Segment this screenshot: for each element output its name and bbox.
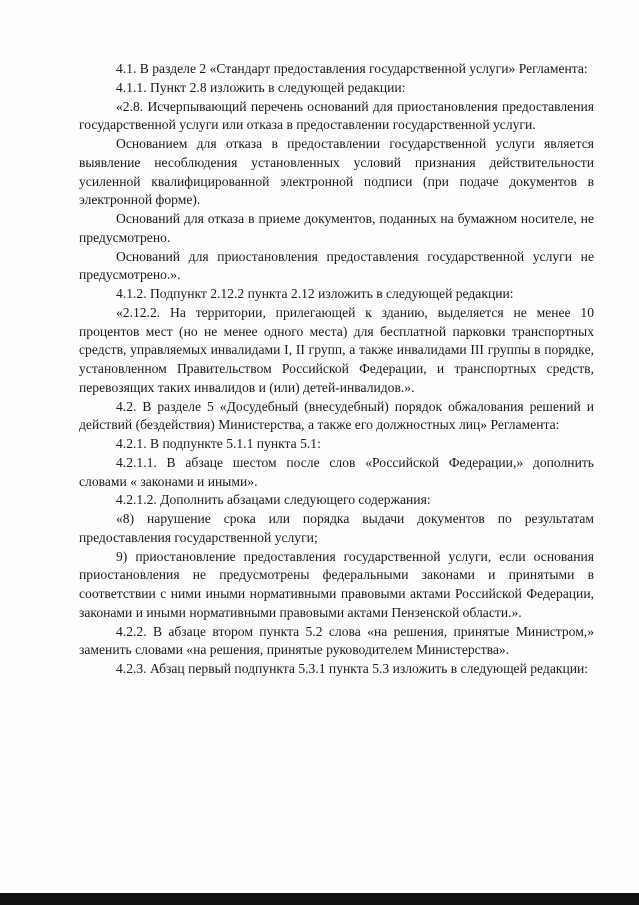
paragraph-suspension: Оснований для приостановления предоставления государственной услуги не предусмотрено.». [79,248,594,283]
paragraph-2-12-2: «2.12.2. На территории, прилегающей к зданию, выделяется не менее 10 процентов мест (но не менее одного места) для бесплатной парковки транспортных средств, управляемых инвалидами I, II групп, а также инвалидами III группы в порядке, установленном Правительством Российской Федерации, и транспортных средств, перевозящих таких инвалидов и (или) детей-инвалидов.». [79,304,594,395]
paragraph-4-1: 4.1. В разделе 2 «Стандарт предоставления государственной услуги» Регламента: [116,61,588,76]
paragraph-4-1-1: 4.1.1. Пункт 2.8 изложить в следующей редакции: [116,79,406,95]
paragraph-4-2-3: 4.2.3. Абзац первый подпункта 5.3.1 пункта 5.3 изложить в следующей редакции: [116,661,589,676]
paragraph-refusal-grounds: Основанием для отказа в предоставлении государственной услуги является выявление несоблюдения установленных условий признания действительности усиленной квалифицированной электронной подписи (при подаче документов в электронной форме). [79,136,594,208]
document-body [79,60,594,679]
paragraph-item-8: «8) нарушение срока или порядка выдачи документов по результатам предоставления государственной услуги; [79,511,594,545]
paragraph-4-2-1-2: 4.2.1.2. Дополнить абзацами следующего содержания: [116,492,431,508]
paragraph-4-2: 4.2. В разделе 5 «Досудебный (внесудебный) порядок обжалования решений и действий (бездействия) Министерства, а также его должностных лиц» Регламента: [79,398,594,433]
paragraph-4-2-2: 4.2.2. В абзаце втором пункта 5.2 слова «на решения, принятые Министром,» заменить словами «на решения, принятые руководителем Министерства». [79,623,594,658]
paragraph-4-2-1: 4.2.1. В подпункте 5.1.1 пункта 5.1: [116,436,321,451]
scan-bottom-edge [0,893,639,905]
paragraph-item-9: 9) приостановление предоставления государственной услуги, если основания приостановления не предусмотрены федеральными законами и принятыми в соответствии с ними иными нормативными правовыми актами Российской Федерации, законами и иными нормативными правовыми актами Пензенской области.». [79,548,594,620]
paragraph-2-8: «2.8. Исчерпывающий перечень оснований для приостановления предоставления государственной услуги или отказа в предоставлении государственной услуги. [79,98,594,133]
paragraph-4-1-2: 4.1.2. Подпункт 2.12.2 пункта 2.12 изложить в следующей редакции: [116,286,514,301]
paragraph-paper-docs: Оснований для отказа в приеме документов, поданных на бумажном носителе, не предусмотрено. [79,211,594,245]
paragraph-4-2-1-1: 4.2.1.1. В абзаце шестом после слов «Российской Федерации,» дополнить словами « законами и иными». [79,454,594,489]
